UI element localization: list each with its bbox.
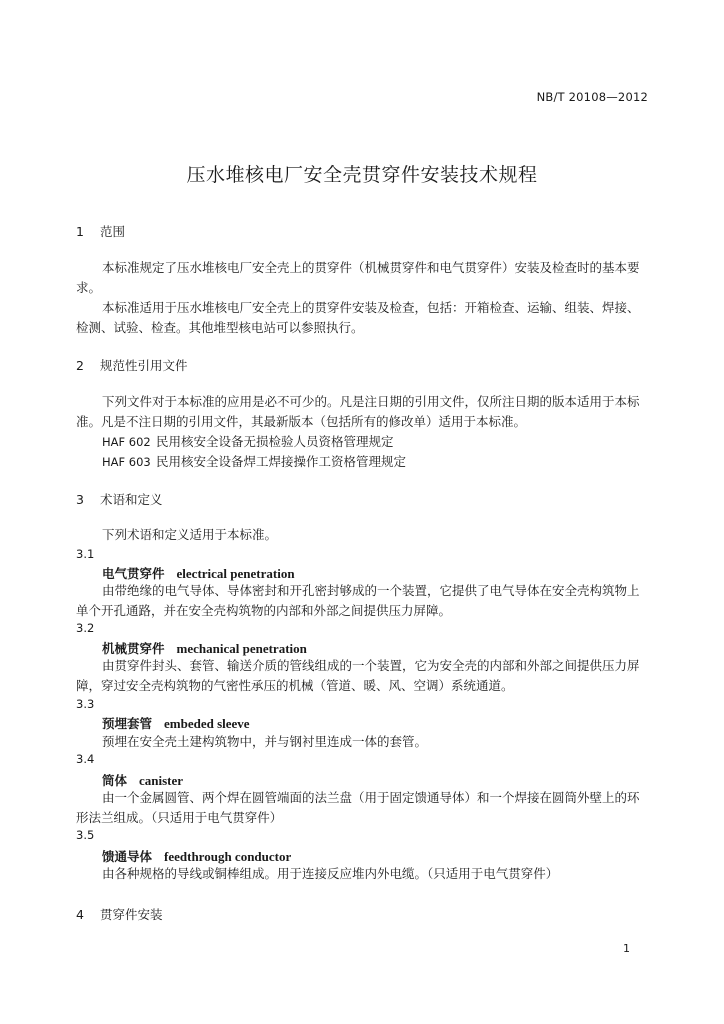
standard-number: NB/T 20108—2012 [536, 90, 648, 104]
section-title: 范围 [99, 224, 125, 239]
document-title: 压水堆核电厂安全壳贯穿件安装技术规程 [186, 164, 538, 186]
term-heading [102, 771, 183, 789]
section-4-heading [76, 905, 163, 923]
section-3-intro: 下列术语和定义适用于本标准。 [102, 527, 278, 542]
section-number: 4 [76, 907, 84, 922]
reference-title: 民用核安全设备无损检验人员资格管理规定 [155, 434, 394, 449]
term-zh: 预埋套管 [102, 716, 153, 731]
term-definition: 由带绝缘的电气导体、导体密封和开孔密封够成的一个装置，它提供了电气导体在安全壳构筑物上单个开孔通路，并在安全壳构筑物的内部和外部之间提供压力屏障。 [76, 583, 640, 618]
term-zh: 筒体 [102, 773, 128, 788]
term-heading [102, 564, 295, 582]
term-en: feedthrough conductor [164, 849, 292, 864]
section-number: 2 [76, 358, 84, 373]
term-zh: 机械贯穿件 [102, 641, 165, 656]
term-heading [102, 639, 307, 657]
term-en: canister [139, 773, 184, 788]
section-1-paragraph-2: 本标准适用于压水堆核电厂安全壳上的贯穿件安装及检查，包括：开箱检查、运输、组装、焊接、检测、试验、检查。其他堆型核电站可以参照执行。 [76, 300, 640, 335]
reference-item [102, 432, 394, 450]
term-definition: 预埋在安全壳土建构筑物中，并与钢衬里连成一体的套管。 [102, 734, 428, 749]
term-number: 3.2 [76, 621, 95, 635]
section-number: 3 [76, 492, 84, 507]
section-title: 规范性引用文件 [99, 358, 188, 373]
section-2-heading [76, 356, 188, 374]
section-title: 术语和定义 [99, 492, 163, 507]
term-number: 3.4 [76, 752, 95, 766]
term-heading [102, 714, 250, 732]
term-en: electrical penetration [176, 566, 295, 581]
reference-code: HAF 602 [102, 435, 151, 449]
section-2-paragraph: 下列文件对于本标准的应用是必不可少的。凡是注日期的引用文件，仅所注日期的版本适用于本标准。凡是不注日期的引用文件，其最新版本（包括所有的修改单）适用于本标准。 [76, 394, 640, 429]
section-3-heading [76, 490, 163, 508]
term-zh: 电气贯穿件 [102, 566, 165, 581]
reference-item [102, 452, 406, 470]
term-definition: 由贯穿件封头、套管、输送介质的管线组成的一个装置，它为安全壳的内部和外部之间提供压力屏障，穿过安全壳构筑物的气密性承压的机械（管道、暖、风、空调）系统通道。 [76, 658, 640, 693]
term-number: 3.5 [76, 828, 95, 842]
term-en: embeded sleeve [164, 716, 250, 731]
term-definition: 由一个金属圆管、两个焊在圆管端面的法兰盘（用于固定馈通导体）和一个焊接在圆筒外壁上的环形法兰组成。（只适用于电气贯穿件） [76, 790, 640, 825]
term-definition: 由各种规格的导线或铜棒组成。用于连接反应堆内外电缆。（只适用于电气贯穿件） [102, 866, 559, 881]
term-number: 3.3 [76, 697, 95, 711]
reference-code: HAF 603 [102, 455, 151, 469]
section-title: 贯穿件安装 [99, 907, 163, 922]
term-en: mechanical penetration [176, 641, 307, 656]
term-number: 3.1 [76, 547, 95, 561]
section-number: 1 [76, 224, 84, 239]
section-1-heading [76, 222, 125, 240]
reference-title: 民用核安全设备焊工焊接操作工资格管理规定 [155, 454, 406, 469]
section-1-paragraph-1: 本标准规定了压水堆核电厂安全壳上的贯穿件（机械贯穿件和电气贯穿件）安装及检查时的基本要求。 [76, 260, 640, 295]
term-heading [102, 847, 291, 865]
term-zh: 馈通导体 [102, 849, 153, 864]
page-number: 1 [623, 942, 630, 955]
